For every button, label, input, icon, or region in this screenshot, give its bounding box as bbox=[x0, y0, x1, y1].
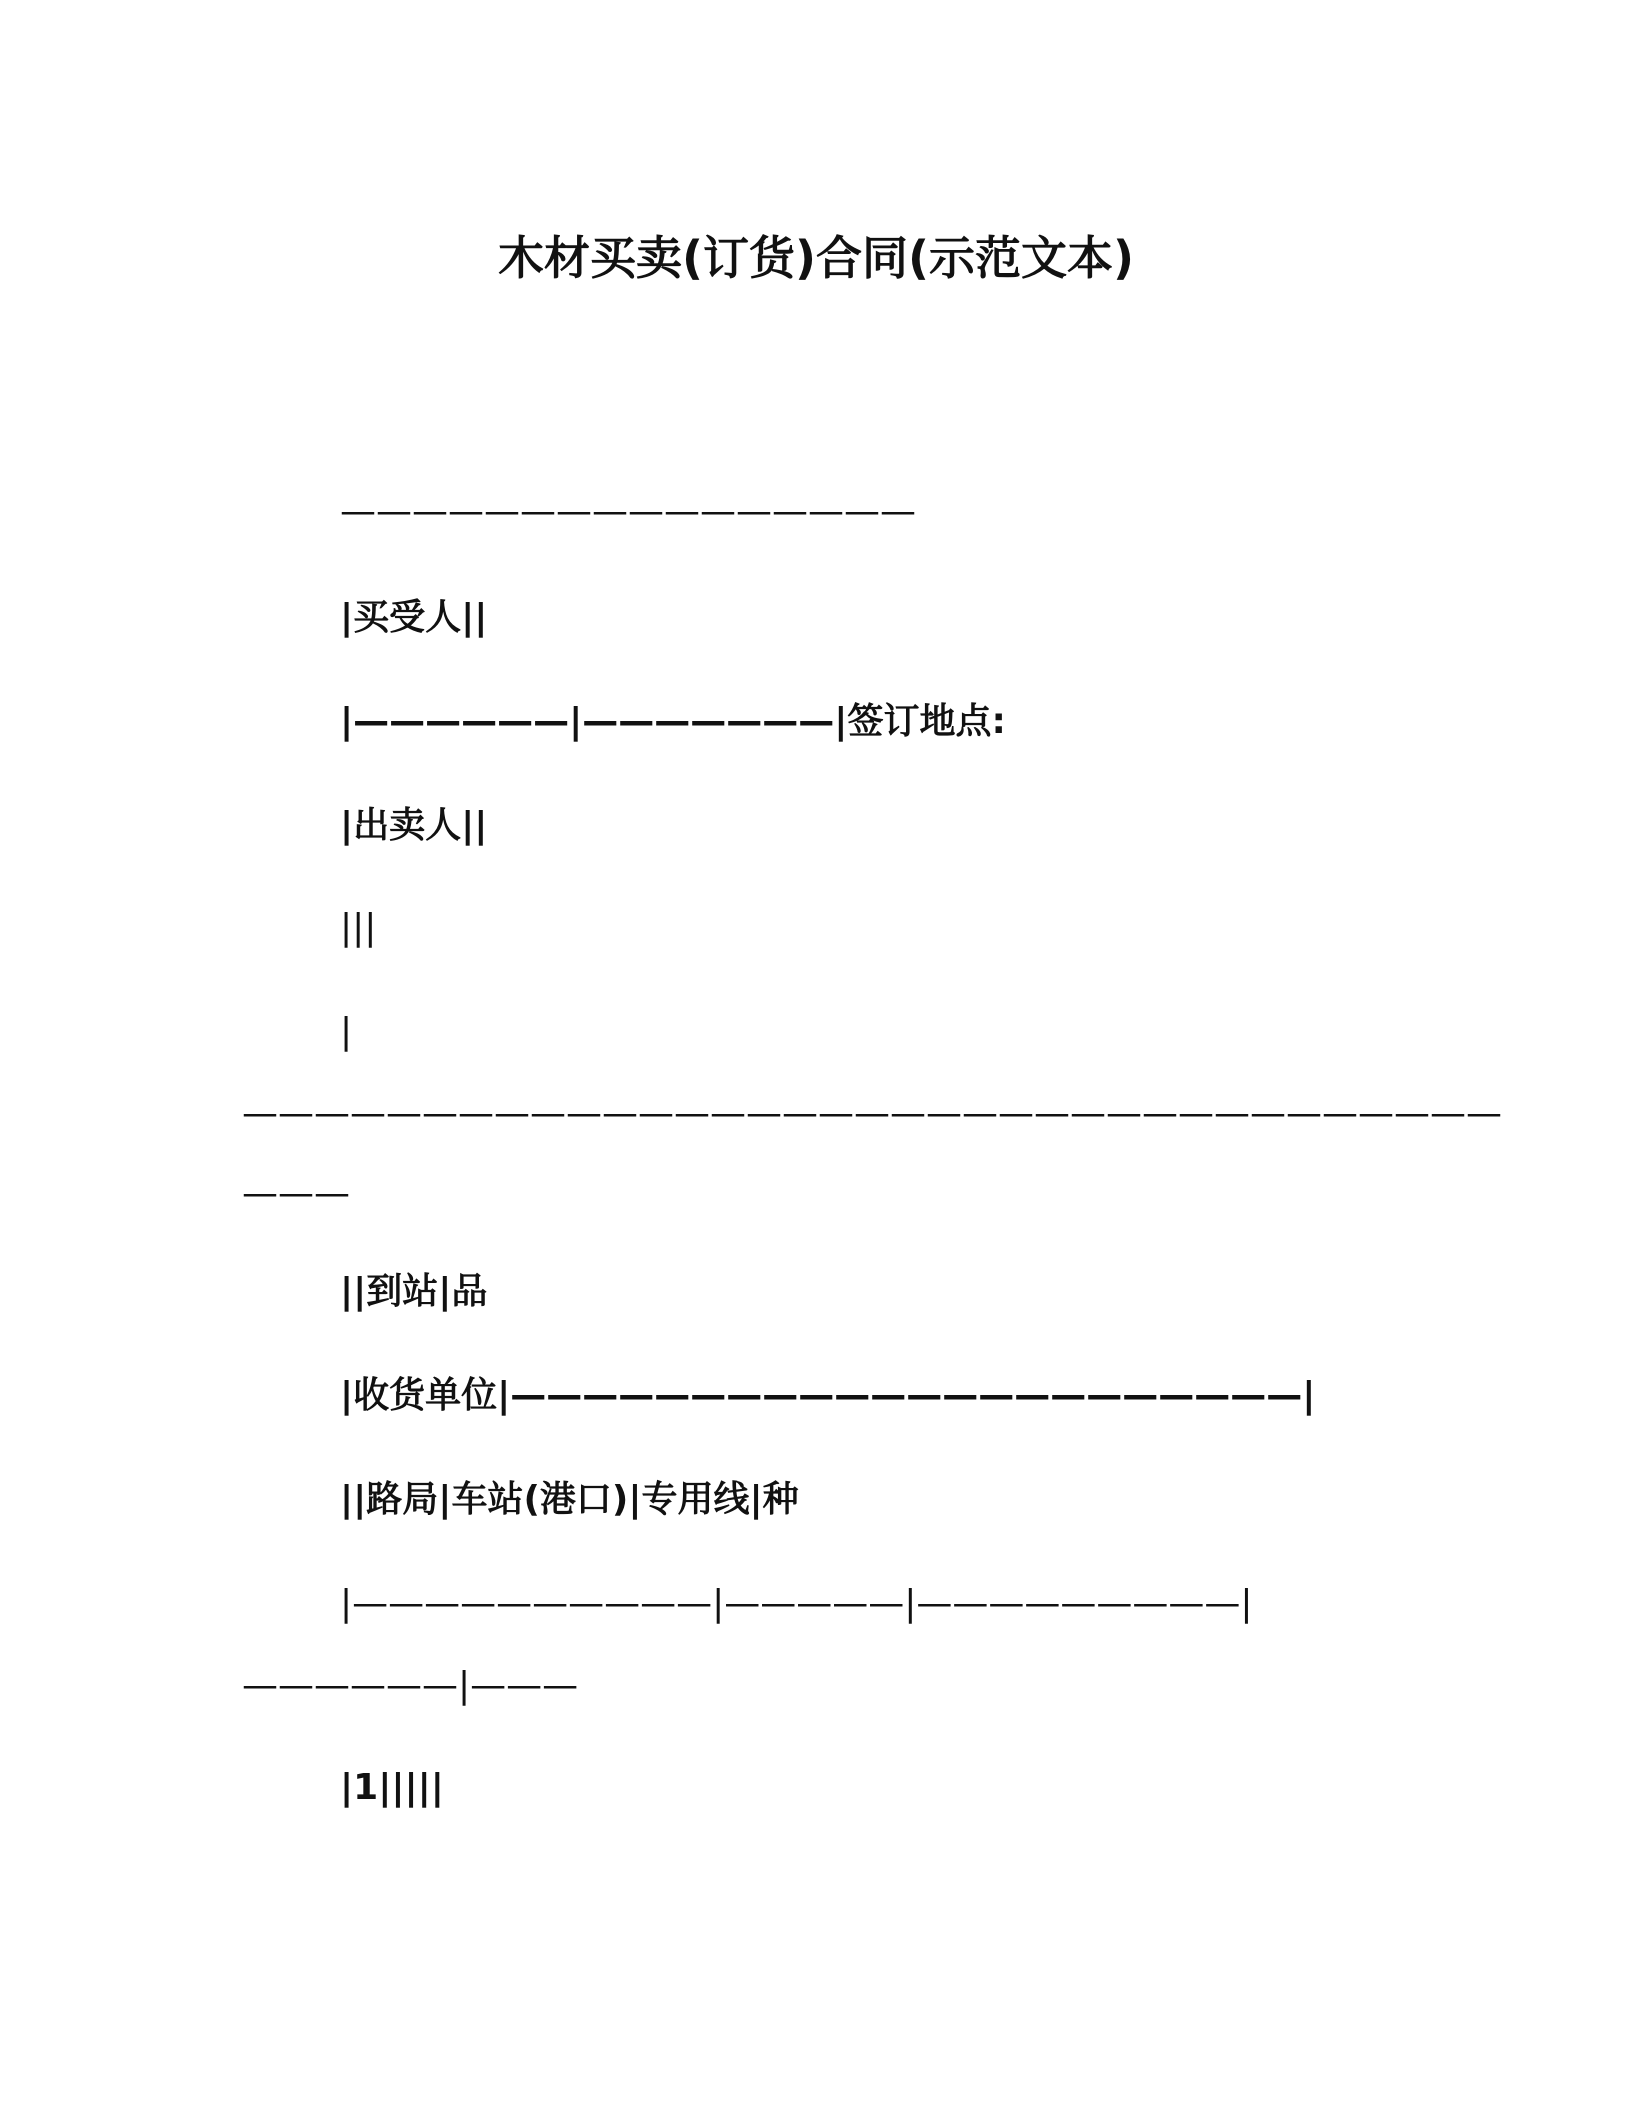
table-border-top: ———————————————— bbox=[340, 491, 916, 532]
seller-row: |出卖人|| bbox=[340, 805, 488, 846]
consignee-row: |收货单位|——————————————————————| bbox=[340, 1375, 1316, 1416]
railway-bureau-row: ||路局|车站(港口)|专用线|种 bbox=[340, 1479, 799, 1520]
buyer-row: |买受人|| bbox=[340, 597, 488, 638]
divider-row-continued: ——————|——— bbox=[242, 1665, 579, 1706]
long-dash-row-continued: ——— bbox=[242, 1173, 350, 1214]
arrival-station-row: ||到站|品 bbox=[340, 1271, 488, 1312]
document-title: 木材买卖(订货)合同(示范文本) bbox=[497, 231, 1135, 285]
table-row-1: |1||||| bbox=[340, 1767, 444, 1808]
divider-row: |——————————|—————|—————————| bbox=[340, 1583, 1253, 1624]
empty-row: ||| bbox=[340, 907, 377, 948]
signing-place-row: |——————|———————|签订地点: bbox=[340, 701, 1006, 742]
single-bar-row: | bbox=[340, 1011, 353, 1052]
long-dash-row: ——————————————————————————————————— bbox=[242, 1093, 1502, 1134]
